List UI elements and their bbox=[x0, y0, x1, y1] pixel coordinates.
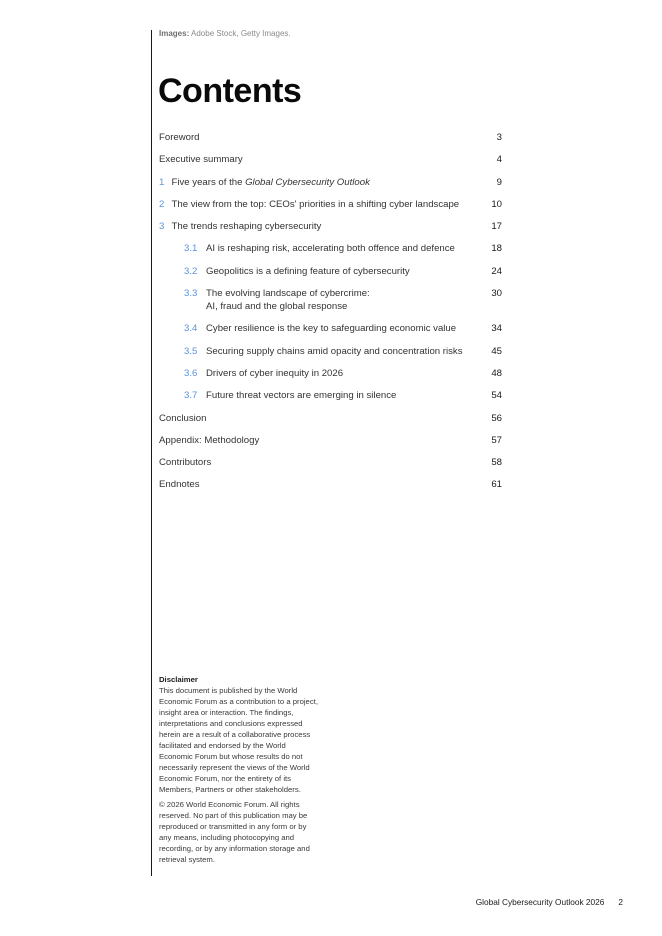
toc-entry-label: Conclusion bbox=[159, 412, 207, 424]
toc-entry-label: AI is reshaping risk, accelerating both offence and defence bbox=[206, 243, 455, 255]
toc-entry-page: 56 bbox=[491, 412, 502, 424]
toc-entry-number: 3.7 bbox=[184, 390, 198, 402]
toc-entry-label: Contributors bbox=[159, 457, 212, 469]
toc-entry-page: 61 bbox=[491, 479, 502, 491]
toc-entry-endnotes[interactable] bbox=[159, 478, 502, 491]
toc-entry-number: 3 bbox=[159, 221, 165, 233]
toc-entry-page: 10 bbox=[491, 198, 502, 210]
copyright-notice: © 2026 World Economic Forum. All rights reserved. No part of this publication may be reproduced or transmitted in any form or by any means, including photocopying and recording, or by any information storage and retrieval system. bbox=[159, 800, 310, 864]
toc-entry-section-3-6[interactable] bbox=[184, 367, 502, 380]
toc-entry-executive-summary[interactable] bbox=[159, 153, 502, 166]
toc-entry-label: Drivers of cyber inequity in 2026 bbox=[206, 367, 344, 379]
image-credits-text: Adobe Stock, Getty Images. bbox=[191, 29, 291, 38]
toc-entry-section-3-3[interactable] bbox=[184, 287, 502, 313]
toc-entry-label bbox=[172, 176, 479, 189]
table-of-contents bbox=[159, 131, 502, 501]
toc-entry-appendix[interactable] bbox=[159, 434, 502, 447]
toc-entry-page: 34 bbox=[491, 323, 502, 335]
toc-entry-page: 48 bbox=[491, 367, 502, 379]
page-title: Contents bbox=[158, 72, 302, 110]
toc-entry-page: 18 bbox=[491, 243, 502, 255]
toc-entry-number: 3.4 bbox=[184, 323, 198, 335]
toc-entry-label: Geopolitics is a defining feature of cybersecurity bbox=[206, 265, 410, 277]
disclaimer-body: This document is published by the World Economic Forum as a contribution to a project, insight area or interaction. The findings, interpretations and conclusions expressed herein are a result of a collaborative process facilitated and endorsed by the World Economic Forum but whose results do not necessarily represent the views of the World Economic Forum, nor the entirety of its Members, Partners or other stakeholders. bbox=[159, 686, 318, 794]
image-credits-label: Images: bbox=[159, 29, 190, 38]
toc-entry-chapter-1[interactable] bbox=[159, 176, 502, 189]
toc-entry-number: 1 bbox=[159, 176, 165, 188]
toc-entry-number: 3.1 bbox=[184, 243, 198, 255]
toc-entry-label: Appendix: Methodology bbox=[159, 434, 260, 446]
toc-entry-page: 24 bbox=[491, 265, 502, 277]
toc-entry-label: Cyber resilience is the key to safeguarding economic value bbox=[206, 323, 457, 335]
toc-entry-page: 17 bbox=[491, 221, 502, 233]
toc-entry-label-italic: Global Cybersecurity Outlook bbox=[245, 176, 370, 188]
toc-entry-number: 3.5 bbox=[184, 345, 198, 357]
toc-entry-page: 54 bbox=[491, 390, 502, 402]
toc-entry-foreword[interactable] bbox=[159, 131, 502, 144]
toc-entry-page: 30 bbox=[491, 288, 502, 300]
toc-entry-label-text: Five years of the bbox=[171, 176, 246, 188]
toc-entry-page: 4 bbox=[496, 154, 502, 166]
page-footer bbox=[476, 897, 623, 907]
toc-entry-page: 45 bbox=[491, 345, 502, 357]
toc-entry-page: 57 bbox=[491, 434, 502, 446]
toc-entry-label-line: AI, fraud and the global response bbox=[206, 301, 348, 313]
toc-entry-chapter-2[interactable] bbox=[159, 198, 502, 211]
toc-entry-conclusion[interactable] bbox=[159, 412, 502, 425]
toc-entry-contributors[interactable] bbox=[159, 456, 502, 469]
toc-entry-section-3-4[interactable] bbox=[184, 322, 502, 335]
disclaimer-heading: Disclaimer bbox=[159, 675, 198, 684]
toc-entry-number: 2 bbox=[159, 198, 165, 210]
toc-entry-label: The view from the top: CEOs' priorities in a shifting cyber landscape bbox=[171, 198, 460, 210]
toc-entry-label: The trends reshaping cybersecurity bbox=[171, 221, 322, 233]
image-credits bbox=[159, 29, 291, 38]
toc-entry-label: Securing supply chains amid opacity and concentration risks bbox=[206, 345, 463, 357]
toc-entry-page: 3 bbox=[496, 132, 502, 143]
toc-entry-section-3-5[interactable] bbox=[184, 345, 502, 358]
toc-entry-label: Executive summary bbox=[159, 154, 243, 166]
toc-entry-section-3-1[interactable] bbox=[184, 242, 502, 255]
vertical-rule bbox=[151, 30, 152, 876]
disclaimer bbox=[159, 674, 319, 869]
toc-entry-page: 9 bbox=[496, 176, 502, 188]
toc-entry-label-line: The evolving landscape of cybercrime: bbox=[206, 288, 370, 300]
toc-entry-label: Future threat vectors are emerging in silence bbox=[206, 390, 397, 402]
footer-publication-title: Global Cybersecurity Outlook 2026 bbox=[475, 897, 605, 907]
toc-entry-label bbox=[206, 287, 478, 313]
toc-entry-section-3-7[interactable] bbox=[184, 389, 502, 402]
footer-page-number: 2 bbox=[618, 897, 623, 907]
toc-entry-number: 3.6 bbox=[184, 367, 198, 379]
toc-entry-label: Endnotes bbox=[159, 479, 200, 491]
toc-entry-section-3-2[interactable] bbox=[184, 265, 502, 278]
toc-entry-chapter-3[interactable] bbox=[159, 220, 502, 233]
toc-entry-number: 3.3 bbox=[184, 288, 198, 300]
toc-entry-label: Foreword bbox=[159, 132, 200, 143]
toc-entry-number: 3.2 bbox=[184, 265, 198, 277]
toc-entry-page: 58 bbox=[491, 457, 502, 469]
